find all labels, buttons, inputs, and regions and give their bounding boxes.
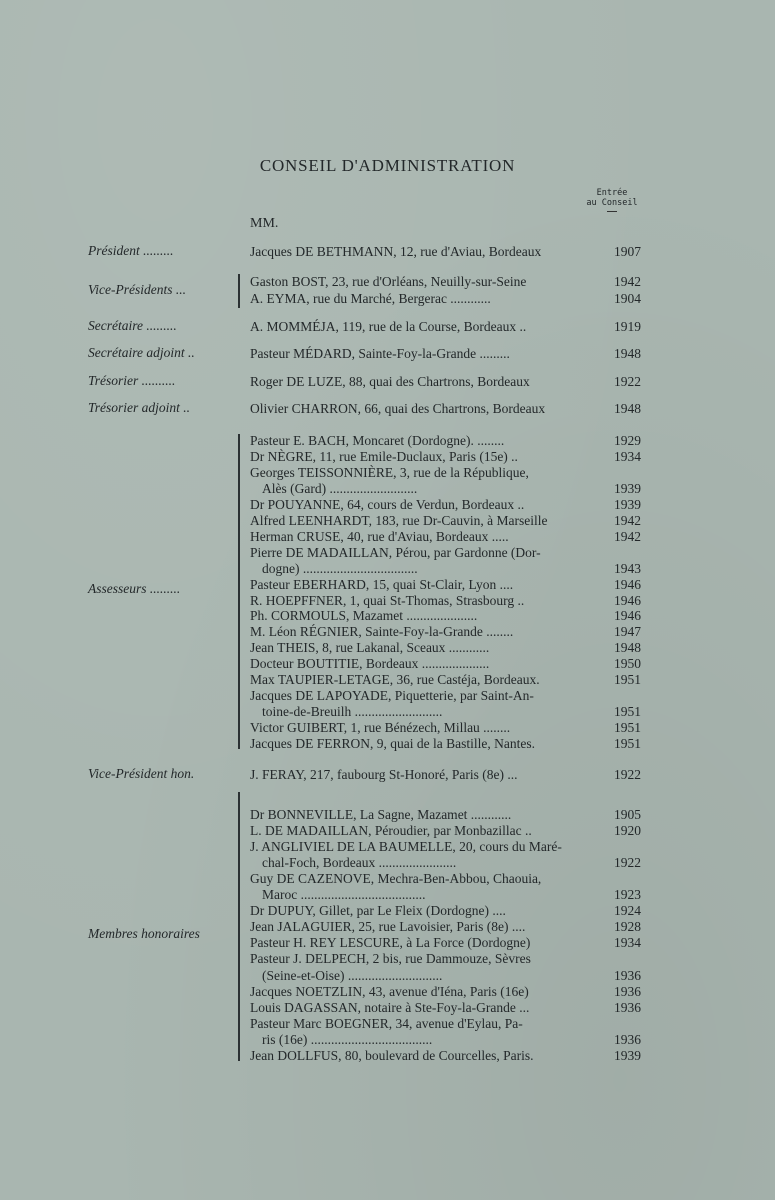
membre-honoraire-year: 1920 [614,823,641,839]
role-label: Vice-Présidents ... [88,281,186,297]
officer-year: 1907 [614,244,641,259]
membre-honoraire-entry: Jacques NOETZLIN, 43, avenue d'Iéna, Paris (16e) [250,983,529,999]
membre-honoraire-year: 1936 [614,967,641,983]
membre-honoraire-entry: Dr BONNEVILLE, La Sagne, Mazamet ............ [250,807,512,822]
brace-assesseurs [238,434,240,749]
assesseur-entry: Georges TEISSONNIÈRE, 3, rue de la République, [250,464,529,480]
assesseur-entry: dogne) .................................. [262,560,418,576]
membre-honoraire-entry: Jean JALAGUIER, 25, rue Lavoisier, Paris (8e) .... [250,919,526,935]
vp-hon-year: 1922 [614,767,641,782]
assesseur-entry: Pasteur E. BACH, Moncaret (Dordogne). ........ [250,433,505,448]
mm-heading: MM. [250,216,279,231]
column-header-line-1: Entrée [596,188,628,198]
membre-honoraire-year: 1924 [614,903,641,919]
assesseur-entry: M. Léon RÉGNIER, Sainte-Foy-la-Grande ........ [250,624,514,640]
officer-entry: A. MOMMÉJA, 119, rue de la Course, Bordeaux .. [250,319,527,334]
role-label: Trésorier adjoint .. [88,400,191,415]
officer-entry: Pasteur MÉDARD, Sainte-Foy-la-Grande ......... [250,346,510,361]
membre-honoraire-entry: Louis DAGASSAN, notaire à Ste-Foy-la-Grande ... [250,999,530,1015]
role-label: Trésorier .......... [88,373,176,388]
officer-year: 1948 [614,401,641,416]
membre-honoraire-year: 1923 [614,887,641,903]
assesseur-entry: Jacques DE LAPOYADE, Piquetterie, par Saint-An- [250,688,534,704]
membre-honoraire-entry: chal-Foch, Bordeaux ....................... [262,855,457,871]
role-label: Secrétaire adjoint .. [88,345,195,360]
assesseur-entry: Alès (Gard) .......................... [262,480,418,496]
membre-honoraire-year: 1936 [614,999,641,1015]
assesseur-entry: Victor GUIBERT, 1, rue Bénézech, Millau ........ [250,720,511,736]
assesseur-year: 1942 [614,512,641,528]
assesseur-entry: Jean THEIS, 8, rue Lakanal, Sceaux ............ [250,640,490,656]
assesseur-year: 1946 [614,576,641,592]
membre-honoraire-year: 1905 [614,807,641,822]
officer-entry: A. EYMA, rue du Marché, Bergerac ............ [250,291,491,306]
membre-honoraire-entry: Dr DUPUY, Gillet, par Le Fleix (Dordogne) .... [250,903,506,919]
page-title: CONSEIL D'ADMINISTRATION [259,156,516,175]
assesseur-year: 1948 [614,640,641,656]
membre-honoraire-entry: Maroc ..................................... [262,887,426,903]
membre-honoraire-entry: L. DE MADAILLAN, Péroudier, par Monbazillac .. [250,823,532,839]
assesseur-year: 1950 [614,656,641,672]
membre-honoraire-entry: Pasteur Marc BOEGNER, 34, avenue d'Eylau, Pa- [250,1015,523,1031]
assesseur-year: 1934 [614,448,641,464]
assesseur-year: 1946 [614,592,641,608]
assesseur-entry: Docteur BOUTITIE, Bordeaux .................... [250,656,490,672]
membre-honoraire-entry: (Seine-et-Oise) ............................ [262,967,443,983]
officer-entry: Jacques DE BETHMANN, 12, rue d'Aviau, Bordeaux [250,244,542,259]
officer-year: 1942 [614,274,641,289]
officer-year: 1922 [614,374,641,389]
membre-honoraire-year: 1922 [614,855,641,871]
assesseur-entry: Herman CRUSE, 40, rue d'Aviau, Bordeaux ..... [250,528,509,544]
membre-honoraire-entry: Pasteur H. REY LESCURE, à La Force (Dordogne) [250,935,531,951]
assesseur-year: 1947 [614,624,641,640]
membre-honoraire-year: 1939 [614,1047,641,1063]
assesseur-year: 1951 [614,720,641,736]
assesseur-entry: Dr POUYANNE, 64, cours de Verdun, Bordeaux .. [250,496,525,512]
brace-membres-honoraires [238,792,240,1061]
membre-honoraire-year: 1934 [614,935,641,951]
column-header-entree [582,188,642,212]
assesseur-year: 1946 [614,608,641,624]
assesseur-entry: Alfred LEENHARDT, 183, rue Dr-Cauvin, à Marseille [250,512,548,528]
assesseur-year: 1939 [614,496,641,512]
assesseur-year: 1929 [614,433,641,448]
officer-entry: Roger DE LUZE, 88, quai des Chartrons, Bordeaux [250,374,530,389]
assesseur-year: 1951 [614,704,641,720]
membre-honoraire-year: 1936 [614,1031,641,1047]
membre-honoraire-entry: Jean DOLLFUS, 80, boulevard de Courcelles, Paris. [250,1047,534,1063]
assesseur-entry: Ph. CORMOULS, Mazamet ..................... [250,608,478,624]
role-label: Président ......... [88,243,174,258]
officer-year: 1919 [614,319,641,334]
membre-honoraire-entry: Guy DE CAZENOVE, Mechra-Ben-Abbou, Chaouia, [250,871,542,887]
officer-year: 1948 [614,346,641,361]
role-label-membres-honoraires: Membres honoraires [88,926,200,941]
assesseur-year: 1942 [614,528,641,544]
column-header-rule [607,211,617,212]
membre-honoraire-entry: Pasteur J. DELPECH, 2 bis, rue Dammouze, Sèvres [250,951,531,967]
membre-honoraire-year: 1928 [614,919,641,935]
assesseur-entry: toine-de-Breuilh .......................... [262,704,443,720]
assesseur-entry: Max TAUPIER-LETAGE, 36, rue Castéja, Bordeaux. [250,672,540,688]
assesseur-entry: R. HOEPFFNER, 1, quai St-Thomas, Strasbourg .. [250,592,525,608]
assesseur-year: 1951 [614,672,641,688]
membre-honoraire-entry: J. ANGLIVIEL DE LA BAUMELLE, 20, cours du Maré- [250,839,562,855]
membre-honoraire-year: 1936 [614,983,641,999]
officer-year: 1904 [614,291,641,306]
assesseur-entry: Pasteur EBERHARD, 15, quai St-Clair, Lyon .... [250,576,514,592]
column-header-line-2: au Conseil [586,198,638,208]
vp-hon-entry: J. FERAY, 217, faubourg St-Honoré, Paris (8e) ... [250,767,518,782]
assesseur-year: 1939 [614,480,641,496]
role-label-vp-hon: Vice-Président hon. [88,766,195,781]
officer-entry: Olivier CHARRON, 66, quai des Chartrons, Bordeaux [250,401,546,416]
membre-honoraire-entry: ris (16e) .................................... [262,1031,433,1047]
role-label-assesseurs: Assesseurs ......... [88,581,181,596]
brace-vice-presidents [238,274,240,308]
assesseur-entry: Pierre DE MADAILLAN, Pérou, par Gardonne (Dor- [250,544,541,560]
officer-entry: Gaston BOST, 23, rue d'Orléans, Neuilly-sur-Seine [250,274,527,289]
assesseur-year: 1943 [614,560,641,576]
assesseur-year: 1951 [614,736,641,752]
assesseur-entry: Jacques DE FERRON, 9, quai de la Bastille, Nantes. [250,736,535,752]
assesseur-entry: Dr NÈGRE, 11, rue Emile-Duclaux, Paris (15e) .. [250,448,518,464]
role-label: Secrétaire ......... [88,318,177,333]
